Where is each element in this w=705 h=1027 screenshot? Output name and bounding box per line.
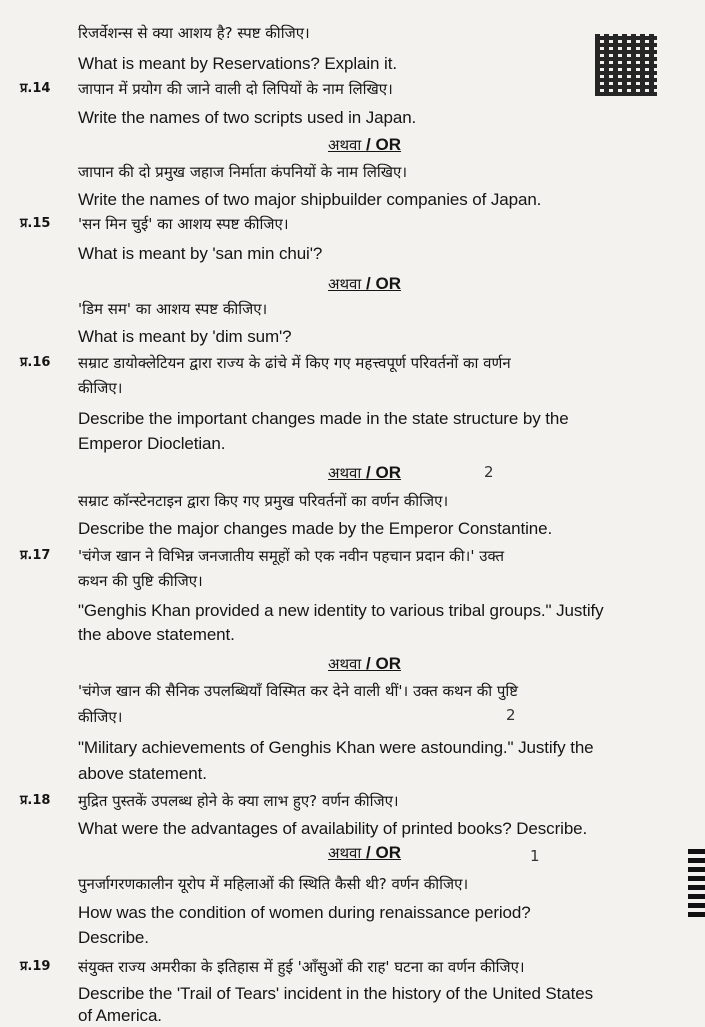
q17-hindi-line-2: कथन की पुष्टि कीजिए। bbox=[78, 572, 203, 590]
q13-english-line: What is meant by Reservations? Explain it. bbox=[78, 54, 397, 73]
q18-alt-english-line-2: Describe. bbox=[78, 928, 149, 947]
q19-english-line-1: Describe the 'Trail of Tears' incident in the history of the United States bbox=[78, 984, 594, 1003]
question-number-15: प्र.15 bbox=[20, 216, 51, 231]
q17-alt-hindi-line-1: 'चंगेज खान की सैनिक उपलब्धियाँ विस्मित कर देने वाली थीं'। उक्त कथन की पुष्टि bbox=[78, 682, 519, 700]
q15-alt-english-line: What is meant by 'dim sum'? bbox=[78, 327, 292, 346]
q16-hindi-line-2: कीजिए। bbox=[78, 379, 123, 397]
handwritten-mark: 2 bbox=[484, 463, 494, 481]
q17-alt-hindi-line-2: कीजिए। bbox=[78, 708, 123, 726]
q18-alt-hindi-line: पुनर्जागरणकालीन यूरोप में महिलाओं की स्थिति कैसी थी? वर्णन कीजिए। bbox=[78, 875, 469, 893]
question-number-14: प्र.14 bbox=[20, 81, 51, 96]
q19-hindi-line: संयुक्त राज्य अमरीका के इतिहास में हुई 'आँसुओं की राह' घटना का वर्णन कीजिए। bbox=[78, 958, 525, 976]
or-separator: अथवा / OR bbox=[328, 135, 401, 154]
q16-alt-hindi-line: सम्राट कॉन्स्टेनटाइन द्वारा किए गए प्रमुख परिवर्तनों का वर्णन कीजिए। bbox=[78, 492, 449, 510]
q16-alt-english-line: Describe the major changes made by the Emperor Constantine. bbox=[78, 519, 553, 538]
q18-hindi-line: मुद्रित पुस्तकें उपलब्ध होने के क्या लाभ हुए? वर्णन कीजिए। bbox=[78, 792, 399, 810]
or-separator: अथवा / OR bbox=[328, 463, 401, 482]
q17-hindi-line-1: 'चंगेज खान ने विभिन्न जनजातीय समूहों को एक नवीन पहचान प्रदान की।' उक्त bbox=[78, 547, 505, 565]
q18-alt-english-line-1: How was the condition of women during renaissance period? bbox=[78, 903, 531, 922]
q15-alt-hindi-line: 'डिम सम' का आशय स्पष्ट कीजिए। bbox=[78, 300, 268, 318]
q19-english-line-2: of America. bbox=[78, 1006, 162, 1025]
q16-english-line-1: Describe the important changes made in the state structure by the bbox=[78, 409, 569, 428]
q17-alt-english-line-1: "Military achievements of Genghis Khan were astounding." Justify the bbox=[78, 738, 594, 757]
q14-hindi-line: जापान में प्रयोग की जाने वाली दो लिपियों के नाम लिखिए। bbox=[78, 80, 393, 98]
q14-alt-english-line: Write the names of two major shipbuilder companies of Japan. bbox=[78, 190, 542, 209]
qr-code-icon bbox=[595, 34, 657, 96]
q15-hindi-line: 'सन मिन चुई' का आशय स्पष्ट कीजिए। bbox=[78, 215, 289, 233]
question-number-17: प्र.17 bbox=[20, 548, 51, 563]
or-separator: अथवा / OR bbox=[328, 274, 401, 293]
q17-english-line-2: the above statement. bbox=[78, 625, 235, 644]
q14-alt-hindi-line: जापान की दो प्रमुख जहाज निर्माता कंपनियों के नाम लिखिए। bbox=[78, 163, 408, 181]
handwritten-mark: 2 bbox=[506, 706, 516, 724]
handwritten-mark: 1 bbox=[530, 847, 540, 865]
question-number-18: प्र.18 bbox=[20, 793, 51, 808]
question-number-16: प्र.16 bbox=[20, 355, 51, 370]
or-separator: अथवा / OR bbox=[328, 654, 401, 673]
q18-english-line: What were the advantages of availability of printed books? Describe. bbox=[78, 819, 588, 838]
or-separator: अथवा / OR bbox=[328, 843, 401, 862]
qr-code-edge-icon bbox=[688, 845, 705, 917]
q13-hindi-line: रिजर्वेशन्स से क्या आशय है? स्पष्ट कीजिए। bbox=[78, 24, 310, 42]
q15-english-line: What is meant by 'san min chui'? bbox=[78, 244, 323, 263]
question-number-19: प्र.19 bbox=[20, 959, 51, 974]
q14-english-line: Write the names of two scripts used in Japan. bbox=[78, 108, 417, 127]
q17-alt-english-line-2: above statement. bbox=[78, 764, 207, 783]
q17-english-line-1: "Genghis Khan provided a new identity to various tribal groups." Justify bbox=[78, 601, 604, 620]
q16-hindi-line-1: सम्राट डायोक्लेटियन द्वारा राज्य के ढांचे में किए गए महत्त्वपूर्ण परिवर्तनों का वर्णन bbox=[78, 354, 511, 372]
q16-english-line-2: Emperor Diocletian. bbox=[78, 434, 226, 453]
